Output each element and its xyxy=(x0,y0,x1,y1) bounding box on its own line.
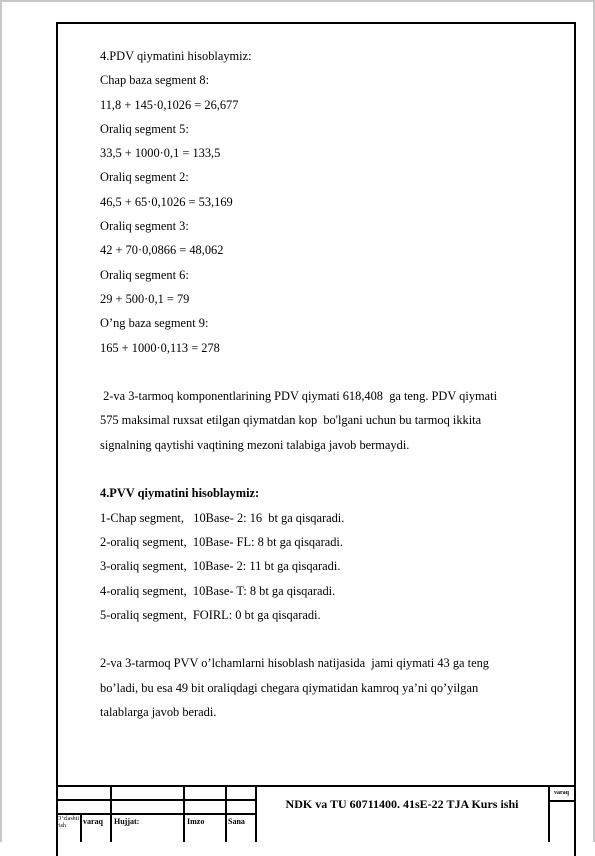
body-line: 5-oraliq segment, FOIRL: 0 bt ga qisqaradi. xyxy=(100,607,321,622)
body-line: 2-va 3-tarmoq komponentlarining PDV qiymati 618,408 ga teng. PDV qiymati xyxy=(100,389,498,404)
body-line: 2-va 3-tarmoq PVV o’lchamlarni hisoblash natijasida jami qiymati 43 ga teng xyxy=(100,656,489,671)
stamp-line-right-cell xyxy=(548,800,576,802)
body-line: 4-oraliq segment, 10Base- T: 8 bt ga qisqaradi. xyxy=(100,583,336,598)
body-line: O’ng baza segment 9: xyxy=(100,316,209,331)
body-line: 42 + 70·0,0866 = 48,062 xyxy=(100,243,224,258)
body-line: 11,8 + 145·0,1026 = 26,677 xyxy=(100,97,239,112)
imzo-label: Imzo xyxy=(187,817,205,826)
body-line: 2-oraliq segment, 10Base- FL: 8 bt ga qisqaradi. xyxy=(100,534,343,549)
stamp-col-2 xyxy=(110,785,112,842)
body-line: 33,5 + 1000·0,1 = 133,5 xyxy=(100,146,221,161)
sana-label: Sana xyxy=(228,817,245,826)
body-line xyxy=(100,360,560,384)
body-line: Oraliq segment 2: xyxy=(100,170,189,185)
stamp-line-top xyxy=(56,785,576,787)
body-line xyxy=(100,457,560,481)
rish-label: rish xyxy=(57,823,66,829)
body-line: 29 + 500·0,1 = 79 xyxy=(100,291,190,306)
body-line xyxy=(100,627,560,651)
varaq-label: varaq xyxy=(83,817,103,826)
varaq-label-right: varaq xyxy=(554,790,569,796)
body-line: 4.PDV qiymatini hisoblaymiz: xyxy=(100,49,252,63)
body-line: Oraliq segment 3: xyxy=(100,219,189,234)
body-line: talablarga javob beradi. xyxy=(100,705,217,720)
stamp-col-1 xyxy=(80,813,82,842)
ozlashtirish-label: O‘zlashti xyxy=(57,816,79,822)
body-line: 3-oraliq segment, 10Base- 2: 11 bt ga qisqaradi. xyxy=(100,559,341,574)
page-border-top xyxy=(0,0,595,2)
page-border-left xyxy=(0,0,2,842)
body-line: 165 + 1000·0,113 = 278 xyxy=(100,340,220,355)
stamp-col-6 xyxy=(548,785,550,842)
stamp-col-4 xyxy=(225,785,227,842)
body-line: 46,5 + 65·0,1026 = 53,169 xyxy=(100,194,233,209)
stamp-col-3 xyxy=(183,785,185,842)
body-line: bo’ladi, bu esa 49 bit oraliqdagi chegara qiymatidan kamroq ya’ni qo’yilgan xyxy=(100,680,479,695)
body-line: Oraliq segment 5: xyxy=(100,121,189,136)
body-line: Oraliq segment 6: xyxy=(100,267,189,282)
body-line: 575 maksimal ruxsat etilgan qiymatdan kop bo'lgani uchun bu tarmoq ikkita xyxy=(100,413,482,428)
document-body xyxy=(100,44,560,724)
body-line: 1-Chap segment, 10Base- 2: 16 bt ga qisqaradi. xyxy=(100,510,345,525)
stamp-col-5 xyxy=(255,785,257,842)
document-title: NDK va TU 60711400. 41sE-22 TJA Kurs ishi xyxy=(285,797,519,811)
section-heading: 4.PVV qiymatini hisoblaymiz: xyxy=(100,486,260,501)
hujjat-label: Hujjat: xyxy=(114,817,140,826)
body-line: signalning qaytishi vaqtining mezoni talabiga javob bermaydi. xyxy=(100,437,410,452)
body-line: Chap baza segment 8: xyxy=(100,73,210,88)
